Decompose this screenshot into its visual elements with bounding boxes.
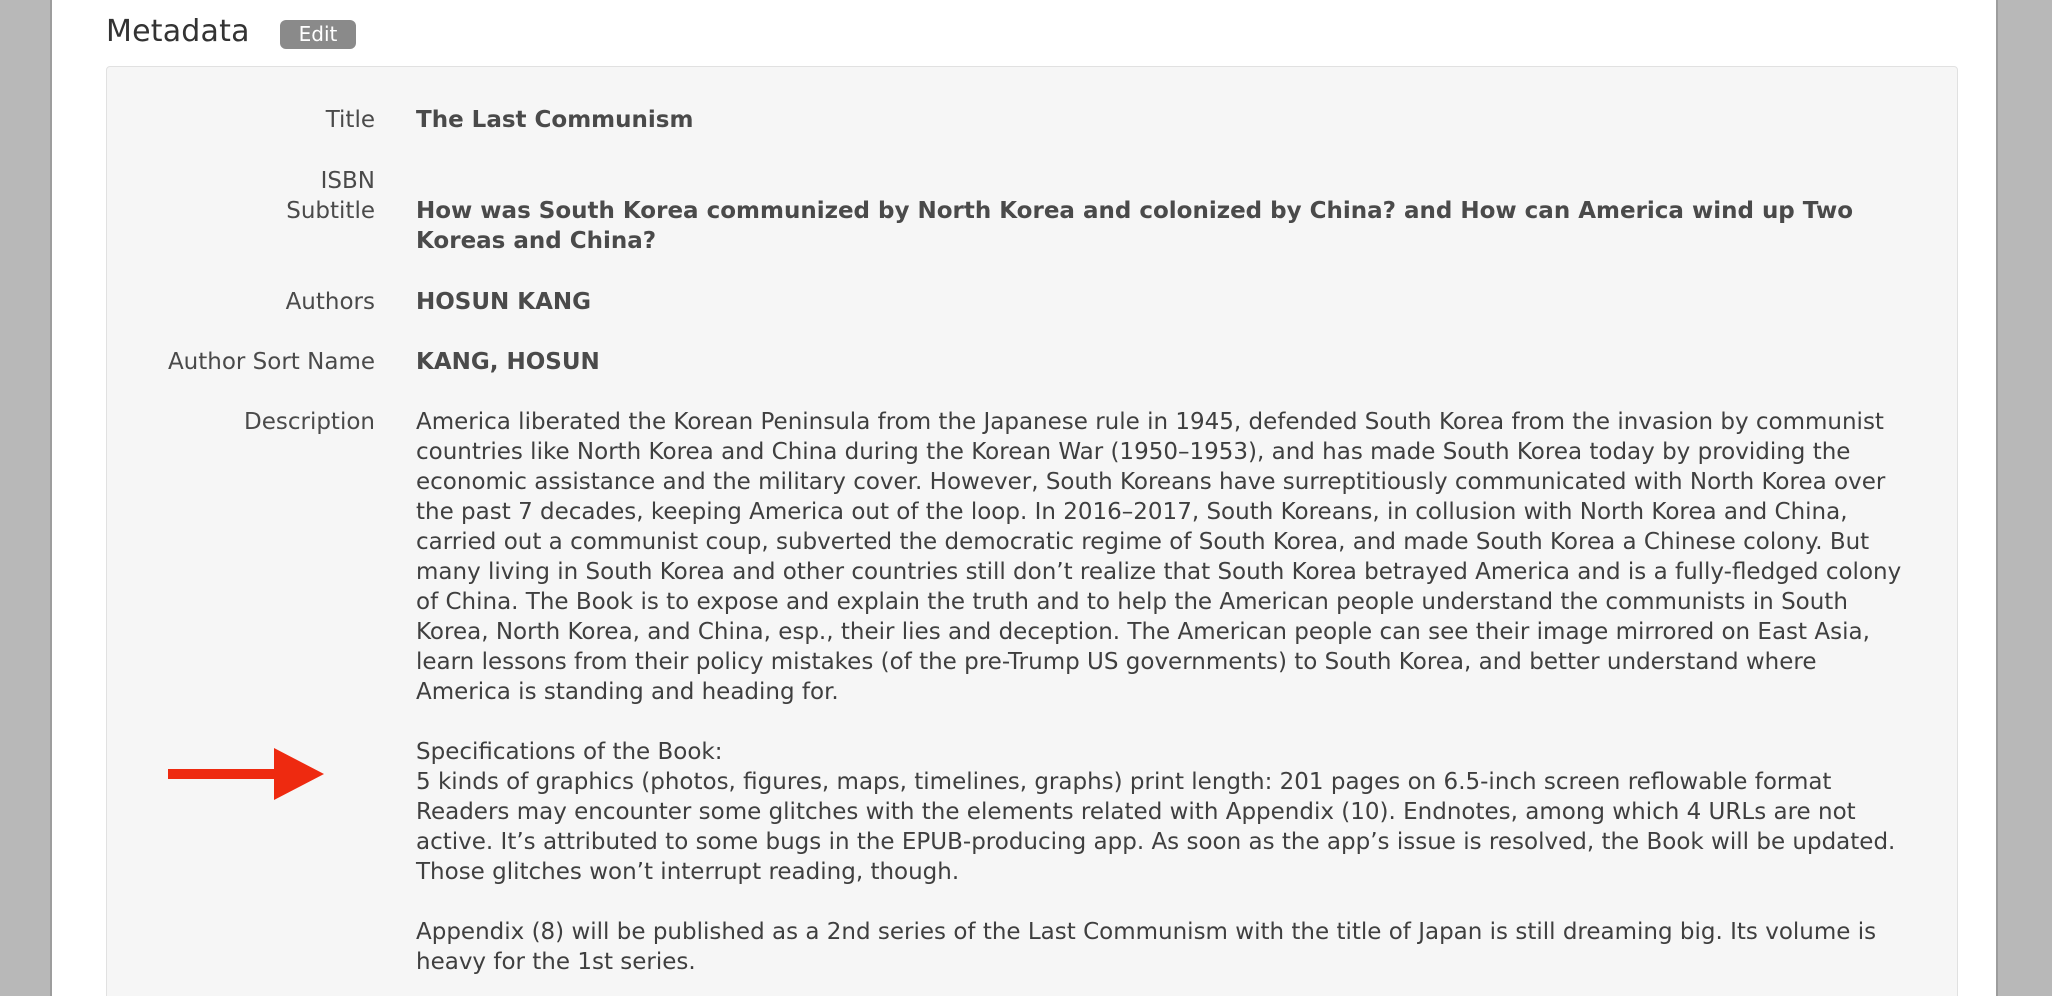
- description-specifications: [416, 737, 1906, 887]
- isbn-row: [107, 166, 1957, 196]
- authors-row: [107, 287, 1957, 317]
- description-row: [107, 407, 1957, 996]
- author-sort-row: [107, 347, 1957, 377]
- edit-button[interactable]: Edit: [280, 20, 357, 49]
- authors-value: HOSUN KANG: [416, 289, 592, 315]
- specifications-heading: Specifications of the Book:: [416, 739, 723, 765]
- author-sort-label: Author Sort Name: [167, 349, 375, 375]
- isbn-value: [416, 166, 1906, 196]
- description-label: Description: [244, 409, 375, 435]
- page-content: [50, 0, 1998, 996]
- title-row: [107, 105, 1957, 135]
- description-value: [416, 407, 1906, 996]
- subtitle-row: [107, 196, 1957, 256]
- metadata-panel: [106, 66, 1958, 996]
- description-appendix-note: Appendix (8) will be published as a 2nd series of the Last Communism with the title of Japan is still dreaming big. Its volume is heavy for the 1st series.: [416, 919, 1877, 975]
- subtitle-label: Subtitle: [286, 198, 375, 224]
- subtitle-value: How was South Korea communized by North Korea and colonized by China? and How can America wind up Two Koreas and China?: [416, 198, 1853, 254]
- title-label: Title: [325, 107, 375, 133]
- metadata-header: [106, 14, 356, 49]
- section-title: Metadata: [106, 14, 250, 49]
- description-paragraph: America liberated the Korean Peninsula from the Japanese rule in 1945, defended South Korea from the invasion by communist countries like North Korea and China during the Korean War (1950–1953), and has made South Korea today by providing the economic assistance and the military cover. However, South Koreans have surreptitiously communicated with North Korea over the past 7 decades, keeping America out of the loop. In 2016–2017, South Koreans, in collusion with North Korea and China, carried out a communist coup, subverted the democratic regime of South Korea, and made South Korea a Chinese colony. But many living in South Korea and other countries still don’t realize that South Korea betrayed America and is a fully-fledged colony of China. The Book is to expose and explain the truth and to help the American people understand the communists in South Korea, North Korea, and China, esp., their lies and deception. The American people can see their image mirrored on East Asia, learn lessons from their policy mistakes (of the pre-Trump US governments) to South Korea, and better understand where America is standing and heading for.: [416, 409, 1902, 705]
- isbn-label: ISBN: [320, 168, 375, 194]
- authors-label: Authors: [285, 289, 375, 315]
- specifications-body: 5 kinds of graphics (photos, figures, maps, timelines, graphs) print length: 201 pages on 6.5-inch screen reflowable format Readers may encounter some glitches with the elements related with Appendix (10). Endnotes, among which 4 URLs are not active. It’s attributed to some bugs in the EPUB-producing app. As soon as the app’s issue is resolved, the Book will be updated. Those glitches won’t interrupt reading, though.: [416, 769, 1896, 885]
- author-sort-value: KANG, HOSUN: [416, 349, 600, 375]
- title-value: The Last Communism: [416, 107, 694, 133]
- red-arrow-right-icon: [168, 748, 328, 800]
